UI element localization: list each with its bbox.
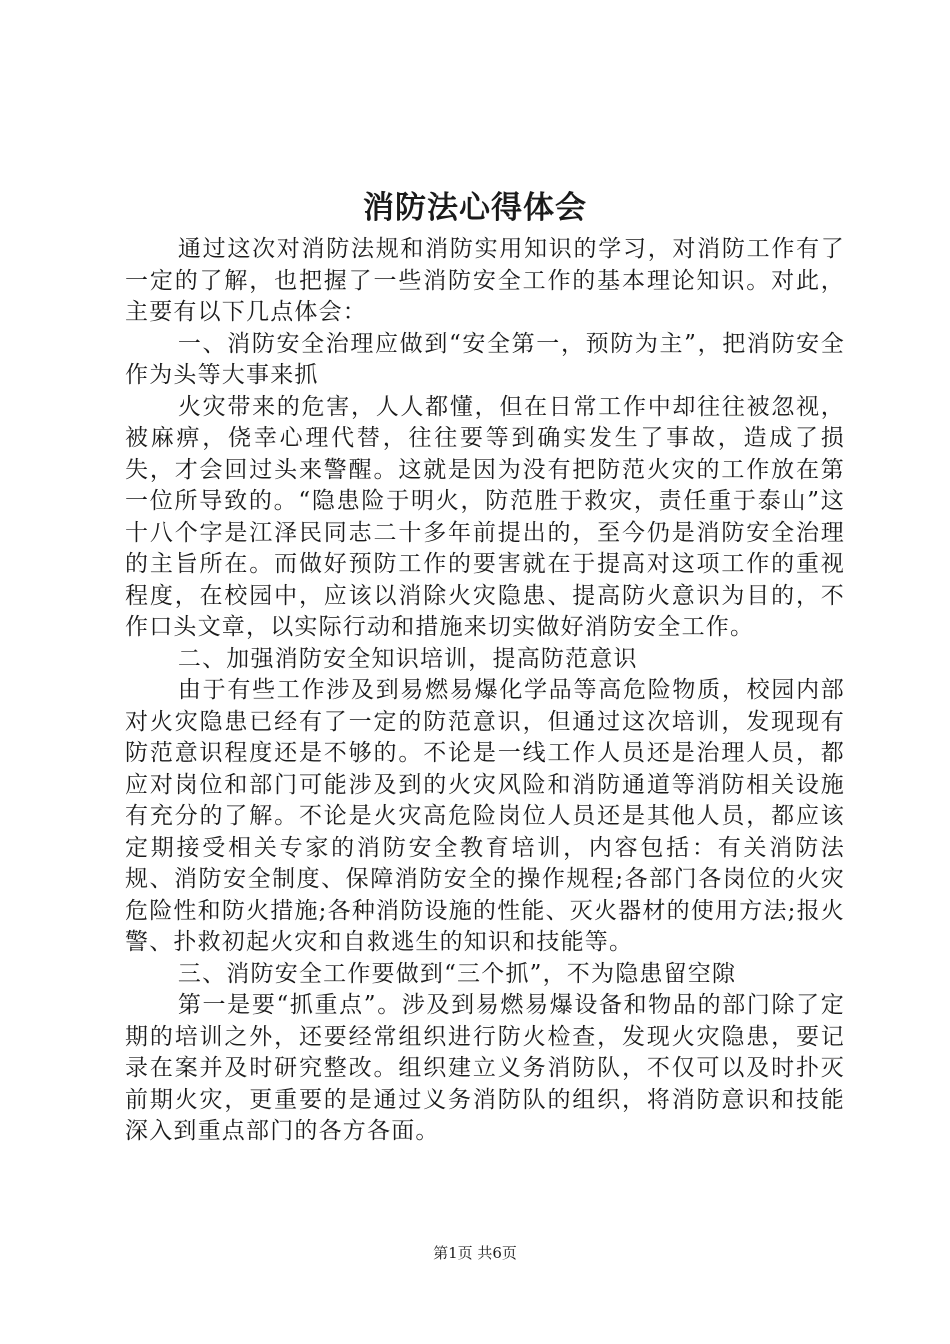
section-heading-2: 二、加强消防安全知识培训，提高防范意识 [177,645,638,672]
section-heading-3: 三、消防安全工作要做到“三个抓”，不为隐患留空隙 [177,960,737,987]
paragraph-intro: 通过这次对消防法规和消防实用知识的学习，对消防工作有了一定的了解，也把握了一些消防安全工作的基本理论知识。对此，主要有以下几点体会： [125,236,845,325]
section-heading-1: 一、消防安全治理应做到“安全第一，预防为主”，把消防安全作为头等大事来抓 [125,330,845,388]
paragraph-section-1: 火灾带来的危害，人人都懂，但在日常工作中却往往被忽视，被麻痹，侥幸心理代替，往往要等到确实发生了事故，造成了损失，才会回过头来警醒。这就是因为没有把防范火灾的工作放在第一位所导致的。“隐患险于明火，防范胜于救灾，责任重于泰山”这十八个字是江泽民同志二十多年前提出的，至今仍是消防安全治理的主旨所在。而做好预防工作的要害就在于提高对这项工作的重视程度，在校园中，应该以消除火灾隐患、提高防火意识为目的，不作口头文章，以实际行动和措施来切实做好消防安全工作。 [125,393,845,640]
page-footer: 第1页 共6页 [433,1244,517,1262]
paragraph-section-2: 由于有些工作涉及到易燃易爆化学品等高危险物质，校园内部对火灾隐患已经有了一定的防范意识，但通过这次培训，发现现有防范意识程度还是不够的。不论是一线工作人员还是治理人员，都应对岗位和部门可能涉及到的火灾风险和消防通道等消防相关设施有充分的了解。不论是火灾高危险岗位人员还是其他人员，都应该定期接受相关专家的消防安全教育培训，内容包括：有关消防法规、消防安全制度、保障消防安全的操作规程;各部门各岗位的火灾危险性和防火措施;各种消防设施的性能、灭火器材的使用方法;报火警、扑救初起火灾和自救逃生的知识和技能等。 [125,677,845,955]
paragraph-section-3: 第一是要“抓重点”。涉及到易燃易爆设备和物品的部门除了定期的培训之外，还要经常组织进行防火检查，发现火灾隐患，要记录在案并及时研究整改。组织建立义务消防队，不仅可以及时扑灭前期火灾，更重要的是通过义务消防队的组织，将消防意识和技能深入到重点部门的各方各面。 [125,992,845,1144]
document-title: 消防法心得体会 [363,190,587,226]
document-body [125,234,845,1148]
